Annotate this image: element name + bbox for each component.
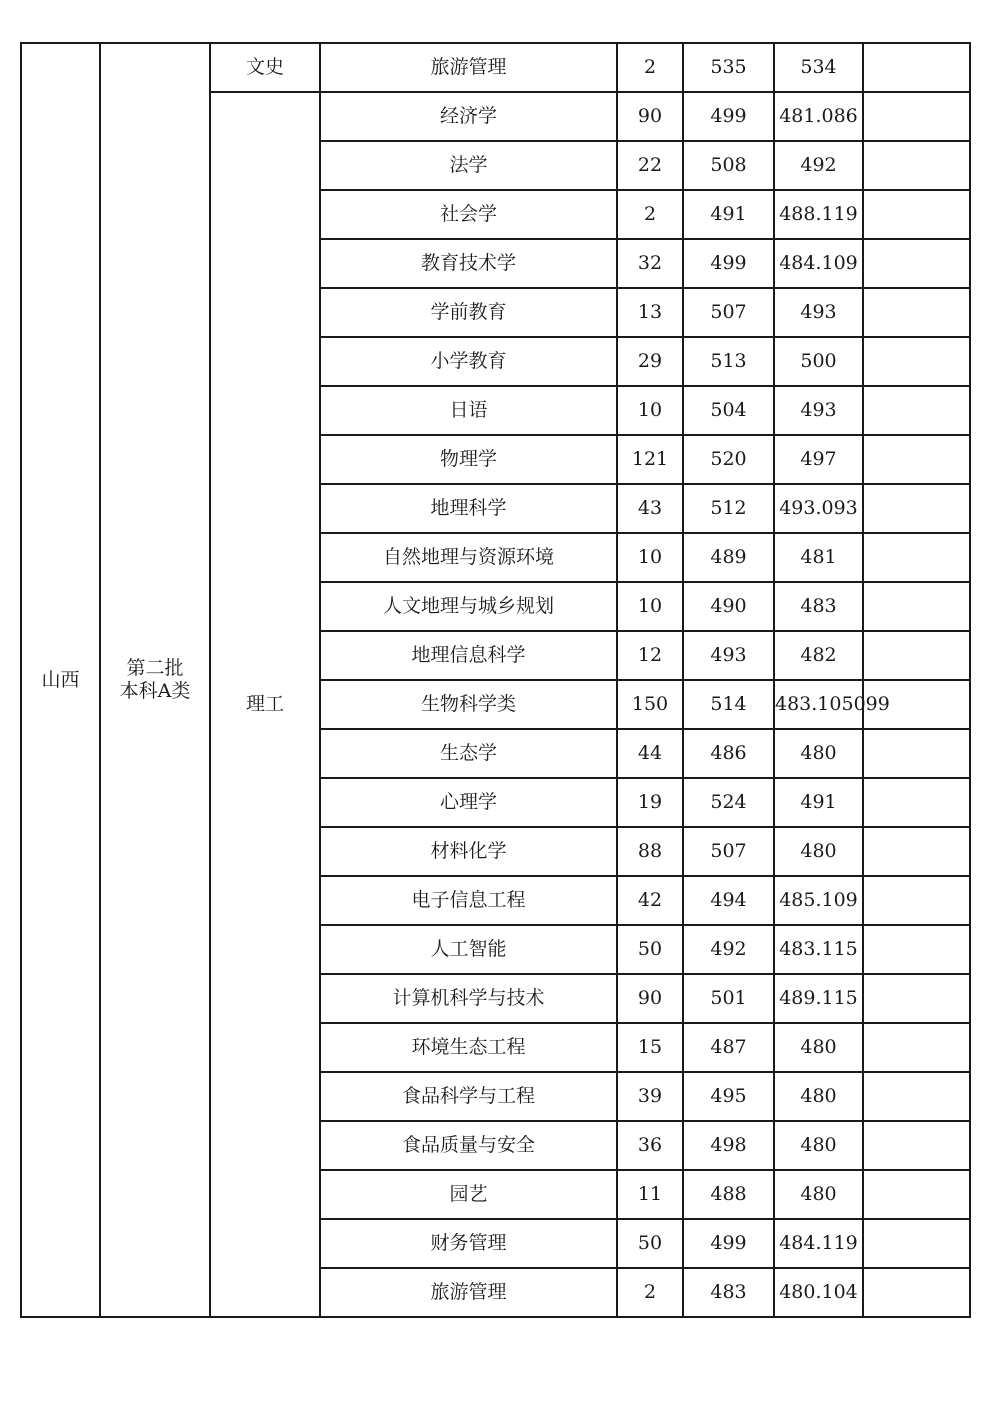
- max-score-cell: 486: [683, 729, 774, 778]
- major-cell: 地理信息科学: [320, 631, 617, 680]
- note-cell: [863, 190, 970, 239]
- min-score-cell: 484.109: [774, 239, 863, 288]
- major-cell: 生态学: [320, 729, 617, 778]
- note-cell: [863, 1170, 970, 1219]
- note-cell: [863, 631, 970, 680]
- batch-cell: [100, 43, 210, 1317]
- note-cell: [863, 876, 970, 925]
- note-cell: [863, 1023, 970, 1072]
- plan-count-cell: 19: [617, 778, 683, 827]
- note-cell: [863, 1268, 970, 1317]
- min-score-cell: 483.115: [774, 925, 863, 974]
- note-cell: [863, 729, 970, 778]
- min-score-cell: 485.109: [774, 876, 863, 925]
- plan-count-cell: 11: [617, 1170, 683, 1219]
- max-score-cell: 490: [683, 582, 774, 631]
- max-score-cell: 499: [683, 239, 774, 288]
- note-cell: [863, 484, 970, 533]
- major-cell: 教育技术学: [320, 239, 617, 288]
- note-cell: [863, 92, 970, 141]
- max-score-cell: 504: [683, 386, 774, 435]
- note-cell: [863, 1121, 970, 1170]
- major-cell: 生物科学类: [320, 680, 617, 729]
- major-cell: 旅游管理: [320, 43, 617, 92]
- min-score-cell: 481: [774, 533, 863, 582]
- plan-count-cell: 50: [617, 925, 683, 974]
- note-cell: [863, 337, 970, 386]
- major-cell: 材料化学: [320, 827, 617, 876]
- plan-count-cell: 12: [617, 631, 683, 680]
- major-cell: 心理学: [320, 778, 617, 827]
- min-score-cell: 480: [774, 1072, 863, 1121]
- major-cell: 经济学: [320, 92, 617, 141]
- min-score-cell: 480: [774, 729, 863, 778]
- plan-count-cell: 43: [617, 484, 683, 533]
- min-score-cell: 493: [774, 386, 863, 435]
- max-score-cell: 491: [683, 190, 774, 239]
- max-score-cell: 501: [683, 974, 774, 1023]
- plan-count-cell: 150: [617, 680, 683, 729]
- province-cell: 山西: [21, 43, 100, 1317]
- min-score-cell: 480: [774, 827, 863, 876]
- min-score-cell: 480: [774, 1121, 863, 1170]
- note-cell: [863, 582, 970, 631]
- plan-count-cell: 10: [617, 533, 683, 582]
- plan-count-cell: 13: [617, 288, 683, 337]
- max-score-cell: 489: [683, 533, 774, 582]
- note-cell: [863, 141, 970, 190]
- plan-count-cell: 22: [617, 141, 683, 190]
- major-cell: 社会学: [320, 190, 617, 239]
- max-score-cell: 492: [683, 925, 774, 974]
- major-cell: 物理学: [320, 435, 617, 484]
- min-score-cell: 491: [774, 778, 863, 827]
- major-cell: 电子信息工程: [320, 876, 617, 925]
- min-score-cell: 480: [774, 1023, 863, 1072]
- min-score-cell: 488.119: [774, 190, 863, 239]
- min-score-cell: 481.086: [774, 92, 863, 141]
- min-score-cell: 483.105099: [774, 680, 863, 729]
- major-cell: 财务管理: [320, 1219, 617, 1268]
- major-cell: 环境生态工程: [320, 1023, 617, 1072]
- plan-count-cell: 36: [617, 1121, 683, 1170]
- max-score-cell: 488: [683, 1170, 774, 1219]
- plan-count-cell: 32: [617, 239, 683, 288]
- plan-count-cell: 90: [617, 92, 683, 141]
- min-score-cell: 482: [774, 631, 863, 680]
- plan-count-cell: 39: [617, 1072, 683, 1121]
- major-cell: 学前教育: [320, 288, 617, 337]
- max-score-cell: 507: [683, 827, 774, 876]
- major-cell: 法学: [320, 141, 617, 190]
- max-score-cell: 495: [683, 1072, 774, 1121]
- min-score-cell: 480.104: [774, 1268, 863, 1317]
- min-score-cell: 500: [774, 337, 863, 386]
- min-score-cell: 534: [774, 43, 863, 92]
- plan-count-cell: 42: [617, 876, 683, 925]
- plan-count-cell: 2: [617, 1268, 683, 1317]
- note-cell: [863, 288, 970, 337]
- max-score-cell: 493: [683, 631, 774, 680]
- note-cell: [863, 1072, 970, 1121]
- note-cell: [863, 533, 970, 582]
- note-cell: [863, 435, 970, 484]
- max-score-cell: 483: [683, 1268, 774, 1317]
- major-cell: 人文地理与城乡规划: [320, 582, 617, 631]
- major-cell: 计算机科学与技术: [320, 974, 617, 1023]
- batch-line-1: 第二批: [126, 657, 184, 680]
- table-body: [21, 43, 970, 1317]
- batch-line-2: 本科A类: [119, 680, 191, 702]
- major-cell: 日语: [320, 386, 617, 435]
- plan-count-cell: 2: [617, 43, 683, 92]
- min-score-cell: 497: [774, 435, 863, 484]
- max-score-cell: 535: [683, 43, 774, 92]
- plan-count-cell: 90: [617, 974, 683, 1023]
- max-score-cell: 487: [683, 1023, 774, 1072]
- plan-count-cell: 10: [617, 386, 683, 435]
- max-score-cell: 499: [683, 92, 774, 141]
- max-score-cell: 494: [683, 876, 774, 925]
- max-score-cell: 514: [683, 680, 774, 729]
- max-score-cell: 512: [683, 484, 774, 533]
- max-score-cell: 507: [683, 288, 774, 337]
- plan-count-cell: 10: [617, 582, 683, 631]
- note-cell: [863, 43, 970, 92]
- max-score-cell: 499: [683, 1219, 774, 1268]
- min-score-cell: 493.093: [774, 484, 863, 533]
- major-cell: 小学教育: [320, 337, 617, 386]
- min-score-cell: 484.119: [774, 1219, 863, 1268]
- note-cell: [863, 778, 970, 827]
- min-score-cell: 493: [774, 288, 863, 337]
- major-cell: 食品科学与工程: [320, 1072, 617, 1121]
- major-cell: 人工智能: [320, 925, 617, 974]
- max-score-cell: 513: [683, 337, 774, 386]
- max-score-cell: 520: [683, 435, 774, 484]
- min-score-cell: 489.115: [774, 974, 863, 1023]
- note-cell: [863, 1219, 970, 1268]
- note-cell: [863, 239, 970, 288]
- major-cell: 旅游管理: [320, 1268, 617, 1317]
- track-cell: 理工: [210, 92, 320, 1317]
- min-score-cell: 492: [774, 141, 863, 190]
- plan-count-cell: 2: [617, 190, 683, 239]
- track-cell: 文史: [210, 43, 320, 92]
- min-score-cell: 480: [774, 1170, 863, 1219]
- major-cell: 地理科学: [320, 484, 617, 533]
- plan-count-cell: 121: [617, 435, 683, 484]
- plan-count-cell: 88: [617, 827, 683, 876]
- major-cell: 自然地理与资源环境: [320, 533, 617, 582]
- plan-count-cell: 50: [617, 1219, 683, 1268]
- min-score-cell: 483: [774, 582, 863, 631]
- major-cell: 食品质量与安全: [320, 1121, 617, 1170]
- max-score-cell: 508: [683, 141, 774, 190]
- note-cell: [863, 827, 970, 876]
- note-cell: [863, 925, 970, 974]
- major-cell: 园艺: [320, 1170, 617, 1219]
- table-row: [21, 43, 970, 92]
- plan-count-cell: 29: [617, 337, 683, 386]
- plan-count-cell: 44: [617, 729, 683, 778]
- max-score-cell: 524: [683, 778, 774, 827]
- max-score-cell: 498: [683, 1121, 774, 1170]
- plan-count-cell: 15: [617, 1023, 683, 1072]
- admissions-table: [20, 42, 971, 1318]
- note-cell: [863, 974, 970, 1023]
- note-cell: [863, 386, 970, 435]
